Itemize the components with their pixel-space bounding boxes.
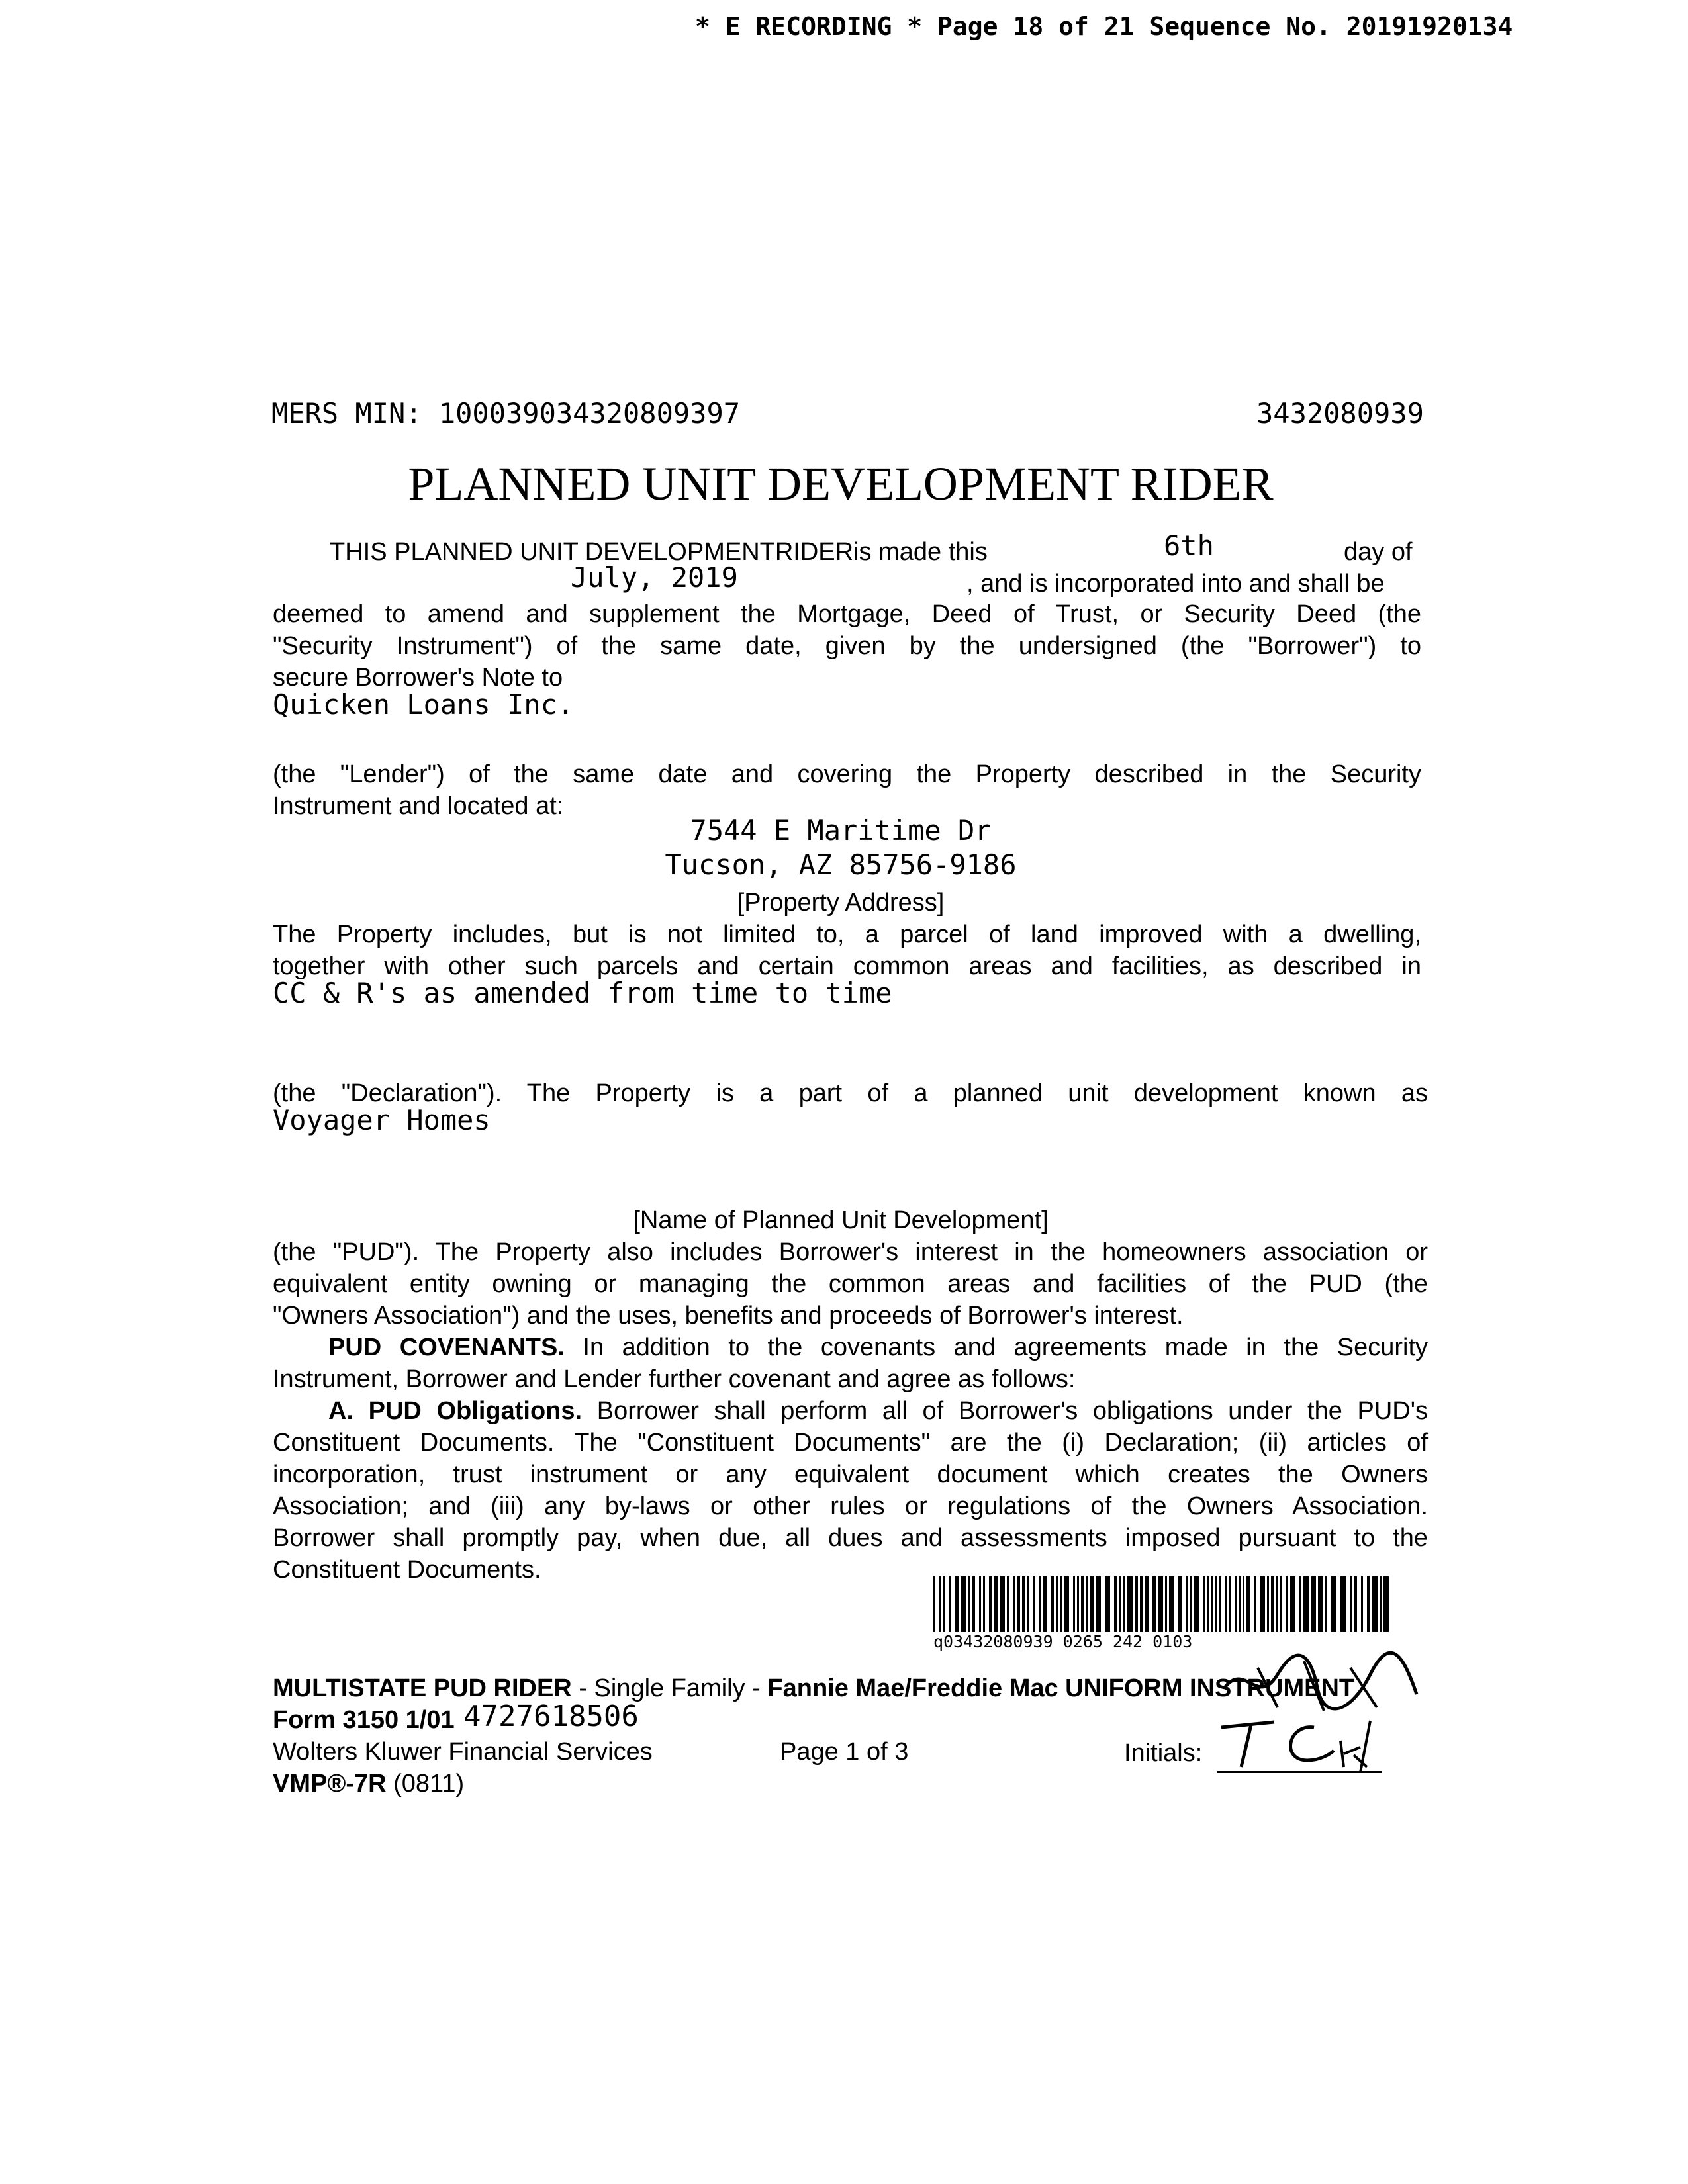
barcode-bar (1243, 1576, 1244, 1632)
barcode-bar (1215, 1576, 1217, 1632)
barcode-bar (1367, 1576, 1370, 1632)
barcode-bar (1119, 1576, 1121, 1632)
barcode-bar (1060, 1576, 1062, 1632)
barcode-bar (1127, 1576, 1133, 1632)
section-a-line-2: Constituent Documents. The "Constituent Documents" are the (i) Declaration; (ii) articles of (273, 1429, 1428, 1457)
property-street: 7544 E Maritime Dr (690, 814, 992, 846)
barcode-bar (979, 1576, 981, 1632)
barcode-bar (1027, 1576, 1029, 1632)
footer-initials-label: Initials: (1124, 1739, 1203, 1767)
barcode-bar (1033, 1576, 1035, 1632)
property-address-caption: [Property Address] (737, 889, 945, 917)
barcode-bar (949, 1576, 951, 1632)
section-a-line-5: Borrower shall promptly pay, when due, all dues and assessments imposed pursuant to the (273, 1524, 1428, 1552)
pud-name: Voyager Homes (273, 1104, 491, 1136)
page-title: PLANNED UNIT DEVELOPMENT RIDER (408, 457, 1274, 510)
intro-line-7: Instrument and located at: (273, 792, 564, 820)
barcode-bar (1051, 1576, 1054, 1632)
barcode-bar (1280, 1576, 1282, 1632)
barcode-bar (1022, 1576, 1025, 1632)
covenants-line-1 (328, 1332, 1428, 1363)
barcode-bar (1017, 1576, 1020, 1632)
barcode-bar (1380, 1576, 1382, 1632)
includes-line-1: The Property includes, but is not limited to, a parcel of land improved with a dwelling, (273, 921, 1421, 948)
barcode-bar (943, 1576, 945, 1632)
barcode-bar (1260, 1576, 1265, 1632)
intro-incorporated: , and is incorporated into and shall be (966, 570, 1385, 598)
footer-page: Page 1 of 3 (780, 1738, 909, 1766)
lender-name: Quicken Loans Inc. (273, 688, 575, 721)
initials-signature (1215, 1714, 1387, 1774)
barcode-bar (1383, 1576, 1389, 1632)
barcode-bar (1086, 1576, 1088, 1632)
intro-line-5: secure Borrower's Note to (273, 664, 563, 692)
barcode-bar (1186, 1576, 1188, 1632)
covenants-text: In addition to the covenants and agreements made in the Security (583, 1334, 1429, 1361)
barcode-bar (1169, 1576, 1174, 1632)
barcode-bar (1043, 1576, 1047, 1632)
recording-header: * E RECORDING * Page 18 of 21 Sequence No. 20191920134 (695, 12, 1513, 41)
declaration-text: CC & R's as amended from time to time (273, 977, 892, 1009)
pud-name-caption: [Name of Planned Unit Development] (633, 1206, 1049, 1234)
barcode-bar (933, 1576, 935, 1632)
section-a-line-3: incorporation, trust instrument or any equivalent document which creates the Owners (273, 1461, 1428, 1488)
barcode (933, 1576, 1397, 1632)
barcode-bar (1225, 1576, 1227, 1632)
barcode-bar (1000, 1576, 1005, 1632)
covenants-line-2: Instrument, Borrower and Lender further covenant and agree as follows: (273, 1365, 1076, 1393)
pud-line-2: equivalent entity owning or managing the common areas and facilities of the PUD (the (273, 1270, 1428, 1298)
intro-day-of: day of (1344, 538, 1413, 566)
barcode-bar (1267, 1576, 1269, 1632)
includes-line-2: together with other such parcels and certain common areas and facilities, as described in (273, 952, 1421, 980)
barcode-bar (1211, 1576, 1213, 1632)
barcode-bar (1254, 1576, 1256, 1632)
barcode-bar (983, 1576, 985, 1632)
barcode-bar (1056, 1576, 1058, 1632)
barcode-bar (972, 1576, 975, 1632)
barcode-bar (989, 1576, 992, 1632)
intro-line-3: deemed to amend and supplement the Mortgage, Deed of Trust, or Security Deed (the (273, 600, 1421, 628)
loan-number: 3432080939 (1256, 397, 1424, 430)
includes-line-3: (the "Declaration"). The Property is a part of a planned unit development known as (273, 1079, 1428, 1107)
barcode-bar (1145, 1576, 1149, 1632)
rider-month-year: July, 2019 (571, 561, 738, 594)
section-a-text: Borrower shall perform all of Borrower's obligations under the PUD's (596, 1397, 1428, 1425)
intro-lead: THIS PLANNED UNIT DEVELOPMENTRIDERis made this (330, 538, 988, 566)
barcode-bar (1114, 1576, 1117, 1632)
barcode-bar (1276, 1576, 1278, 1632)
barcode-bar (1152, 1576, 1156, 1632)
barcode-bar (1235, 1576, 1237, 1632)
barcode-bar (1325, 1576, 1327, 1632)
barcode-text: q03432080939 0265 242 0103 (933, 1632, 1193, 1651)
barcode-bar (1039, 1576, 1041, 1632)
barcode-bar (1158, 1576, 1163, 1632)
footer-form: Form 3150 1/01 (273, 1706, 455, 1734)
barcode-bar (955, 1576, 959, 1632)
barcode-bar (1354, 1576, 1357, 1632)
footer-publisher: Wolters Kluwer Financial Services (273, 1738, 653, 1766)
barcode-bar (1331, 1576, 1336, 1632)
barcode-bar (968, 1576, 970, 1632)
barcode-bar (1140, 1576, 1143, 1632)
pud-line-3: "Owners Association") and the uses, benefits and proceeds of Borrower's interest. (273, 1302, 1184, 1330)
barcode-bar (1194, 1576, 1199, 1632)
barcode-bar (994, 1576, 998, 1632)
barcode-bar (1207, 1576, 1209, 1632)
barcode-bar (1165, 1576, 1167, 1632)
barcode-bar (1105, 1576, 1110, 1632)
property-city-state-zip: Tucson, AZ 85756-9186 (665, 848, 1017, 881)
intro-line-6: (the "Lender") of the same date and covering the Property described in the Security (273, 760, 1421, 788)
barcode-bar (961, 1576, 966, 1632)
barcode-bar (1350, 1576, 1352, 1632)
section-a-line-6: Constituent Documents. (273, 1556, 541, 1584)
barcode-bar (1073, 1576, 1075, 1632)
covenants-heading: PUD COVENANTS. (328, 1334, 565, 1361)
mers-min: MERS MIN: 100039034320809397 (271, 397, 741, 430)
barcode-bar (1178, 1576, 1182, 1632)
pud-line-1: (the "PUD"). The Property also includes Borrower's interest in the homeowners association or (273, 1238, 1428, 1266)
barcode-bar (1290, 1576, 1295, 1632)
barcode-bar (1246, 1576, 1250, 1632)
barcode-bar (1077, 1576, 1079, 1632)
footer-vmp-code: VMP®-7R (273, 1770, 387, 1797)
barcode-bar (1311, 1576, 1316, 1632)
footer-rider-title: MULTISTATE PUD RIDER (273, 1674, 572, 1702)
barcode-bar (1361, 1576, 1363, 1632)
section-a-heading: A. PUD Obligations. (328, 1397, 583, 1425)
footer-vmp (273, 1770, 464, 1798)
barcode-bar (1318, 1576, 1323, 1632)
barcode-bar (1135, 1576, 1138, 1632)
section-a-line-1 (328, 1395, 1428, 1427)
barcode-bar (939, 1576, 941, 1632)
barcode-bar (1229, 1576, 1231, 1632)
footer-vmp-date: (0811) (386, 1770, 465, 1797)
barcode-bar (1271, 1576, 1274, 1632)
rider-day: 6th (1164, 529, 1214, 562)
barcode-bar (1340, 1576, 1346, 1632)
footer-rider-line (273, 1674, 1354, 1703)
footer-rider-type: - Single Family - (571, 1674, 768, 1702)
barcode-bar (1203, 1576, 1205, 1632)
barcode-bar (1013, 1576, 1015, 1632)
barcode-bar (1081, 1576, 1084, 1632)
barcode-bar (1123, 1576, 1125, 1632)
footer-form-number: 4727618506 (463, 1700, 639, 1733)
footer-fannie: Fannie Mae/Freddie Mac UNIFORM INSTRUMENT (767, 1674, 1355, 1702)
barcode-bar (1239, 1576, 1241, 1632)
barcode-bar (1286, 1576, 1288, 1632)
barcode-bar (1299, 1576, 1301, 1632)
intro-line-4: "Security Instrument") of the same date, given by the undersigned (the "Borrower") to (273, 632, 1421, 660)
section-a-line-4: Association; and (iii) any by-laws or other rules or regulations of the Owners Association. (273, 1492, 1428, 1520)
barcode-bar (1007, 1576, 1009, 1632)
barcode-bar (1090, 1576, 1094, 1632)
barcode-bar (1372, 1576, 1378, 1632)
barcode-bar (1190, 1576, 1192, 1632)
barcode-bar (1219, 1576, 1221, 1632)
barcode-bar (1303, 1576, 1309, 1632)
barcode-bar (1096, 1576, 1101, 1632)
barcode-bar (1064, 1576, 1069, 1632)
